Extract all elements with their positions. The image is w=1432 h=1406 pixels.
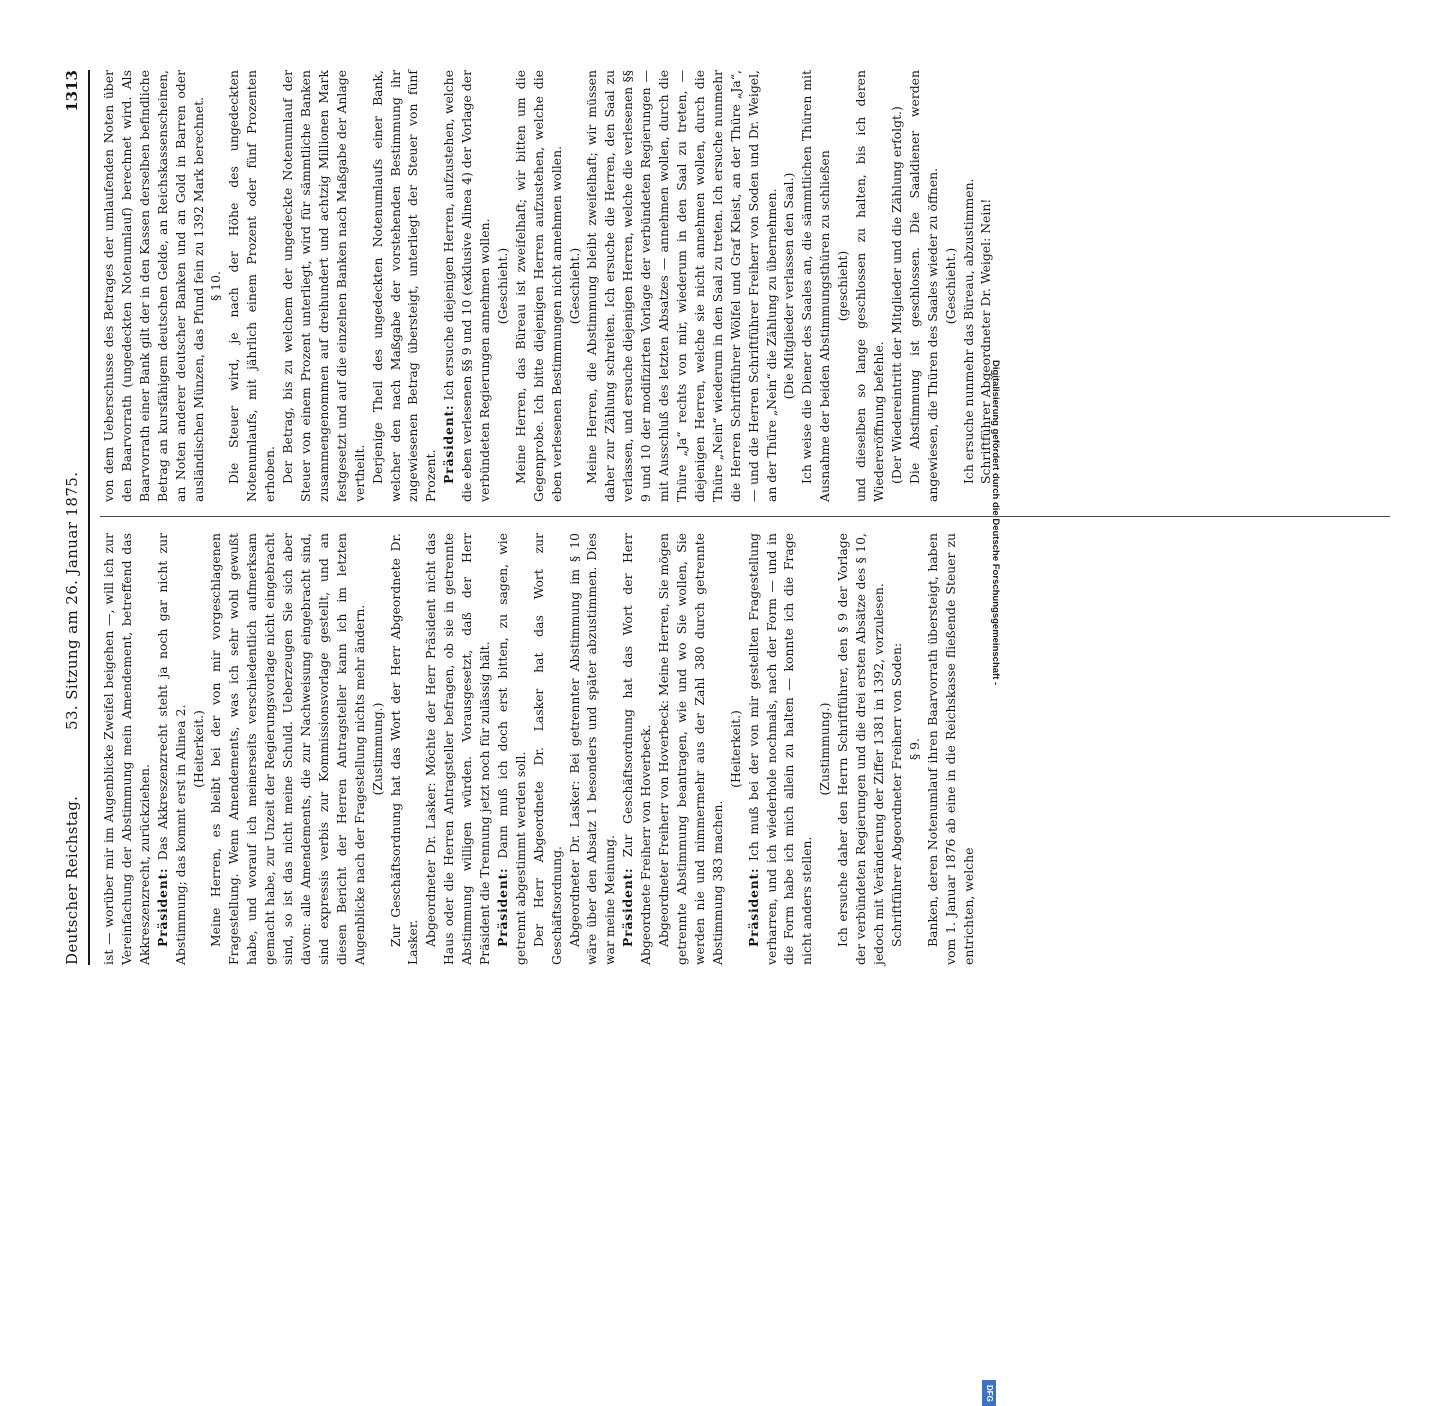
- paragraph-text: Ich weise die Diener des Saales an, die sämmtlichen Thüren mit Ausnahme der beiden Abstimmungsthüren zu schließen: [799, 70, 833, 502]
- paragraph: [619, 533, 655, 965]
- paragraph-text: (geschieht): [835, 250, 851, 322]
- paragraph-text: Meine Herren, die Abstimmung bleibt zweifelhaft; wir müssen daher zur Zählung schreiten. Ich ersuche die Herren, den Saal zu verlassen, und ersuche diejenigen Herren, welche die verlesenen §§ 9 und 10 der modifizirten Vorlage der verbündeten Regierungen — mit Ausschluß des letzten Absatzes — annehmen wollen, durch die Thüre „Ja“ rechts von mir, wiederum in den Saal zu treten, — diejenigen Herren, welche sie nicht annehmen wollen, durch die Thüre „Nein“ wiederum in den Saal zu treten. Ich ersuche nunmehr die Herren Schriftführer Wölfel und Graf Kleist, an der Thüre „Ja“, — und die Herren Schriftführer Freiherr von Soden und Dr. Weigel, an der Thüre „Nein“ die Zählung zu übernehmen.: [584, 70, 779, 502]
- paragraph: [798, 70, 834, 502]
- paragraph: [225, 70, 279, 502]
- dfg-logo-text: DFG: [985, 1385, 994, 1402]
- paragraph: [745, 533, 817, 965]
- paragraph: [566, 533, 620, 965]
- dfg-logo: [982, 1380, 996, 1406]
- speaker-label: Präsident:: [441, 404, 457, 484]
- paragraph-text: (Geschieht.): [566, 247, 582, 325]
- paragraph-text: Der Herr Abgeordnete Dr. Lasker hat das Wort zur Geschäftsordnung.: [530, 533, 564, 965]
- speaker-label: Präsident:: [494, 867, 510, 947]
- paragraph: [960, 70, 978, 502]
- running-head-title: Deutscher Reichstag.: [63, 795, 81, 965]
- paragraph-text: Schriftführer Abgeordneter Freiherr von Soden:: [888, 642, 904, 947]
- paragraph-text: Abgeordneter Dr. Lasker: Möchte der Herr Präsident nicht das Haus oder die Herren Antragsteller befragen, ob sie in getrennte Abstimmung willigen würden. Vorausgesetzt, daß der Herr Präsident die Trennung jetzt noch für zulässig hält.: [423, 533, 493, 965]
- paragraph-text: und dieselben so lange geschlossen zu halten, bis ich deren Wiedereröffnung befehle.: [853, 70, 886, 502]
- document-page: [60, 70, 1400, 965]
- paragraph-text: Ich ersuche diejenigen Herren, aufzustehen, welche die eben verlesenen §§ 9 und 10 (exklusive Alinea 4) der Vorlage der verbündeten Regierungen annehmen wollen.: [441, 70, 493, 502]
- paragraph-text: (Die Mitglieder verlassen den Saal.): [781, 172, 797, 400]
- paragraph: [888, 70, 906, 502]
- paragraph: [279, 70, 369, 502]
- paragraph-text: Zur Geschäftsordnung hat das Wort der Herr Abgeordnete Freiherr von Hoverbeck.: [620, 533, 654, 965]
- centered-line: [190, 533, 208, 965]
- paragraph: [852, 70, 888, 502]
- paragraph: [888, 533, 906, 965]
- paragraph-text: (Zustimmung.): [817, 702, 833, 796]
- paragraph-text: (Heiterkeit.): [190, 710, 206, 788]
- paragraph-text: (Der Wiedereintritt der Mitglieder und die Zählung erfolgt.): [888, 106, 904, 484]
- paragraph: [369, 70, 441, 502]
- centered-line: [727, 533, 745, 965]
- centered-line: [566, 70, 584, 502]
- paragraph-text: ist — worüber mir im Augenblicke Zweifel beigehen —, will ich zur Vereinfachung der Abstimmung mein Amendement, betreffend das Akkreszenzrecht, zurückziehen.: [101, 533, 152, 965]
- credit-text: Digitalisierung gefördert durch die Deutsche Forschungsgemeinschaft -: [990, 360, 1001, 686]
- paragraph-text: Meine Herren, das Büreau ist zweifelhaft; wir bitten um die Gegenprobe. Ich bitte diejenigen Herren aufzustehen, welche die eben verlesenen Bestimmungen nicht annehmen wollen.: [512, 70, 564, 502]
- paragraph: [834, 533, 888, 965]
- paragraph-text: Die Abstimmung ist geschlossen. Die Saaldiener werden angewiesen, die Thüren des Saales wieder zu öffnen.: [906, 70, 940, 502]
- centered-line: [834, 70, 852, 502]
- column-divider: [100, 516, 1390, 517]
- paragraph: [530, 533, 566, 965]
- paragraph-text: (Geschieht.): [942, 247, 958, 325]
- right-column: [100, 70, 1390, 502]
- paragraph: [906, 70, 942, 502]
- running-head: [60, 70, 90, 965]
- paragraph-text: Dann muß ich doch erst bitten, zu sagen, wie getrennt abgestimmt werden soll.: [494, 533, 528, 965]
- centered-line: [780, 70, 798, 502]
- paragraph-text: § 10.: [208, 271, 224, 301]
- paragraph-text: (Geschieht.): [494, 247, 510, 325]
- paragraph: [924, 533, 978, 965]
- paragraph: [422, 533, 494, 965]
- speaker-label: Präsident:: [745, 867, 761, 947]
- paragraph-text: Das Akkreszenzrecht steht ja noch gar nicht zur Abstimmung; das kommt erst in Alinea 2.: [154, 533, 188, 965]
- speaker-label: Präsident:: [154, 867, 170, 947]
- paragraph-text: (Zustimmung.): [369, 702, 385, 796]
- running-head-session: 53. Sitzung am 26. Januar 1875.: [63, 471, 81, 730]
- centered-line: [369, 533, 387, 965]
- centered-line: [906, 533, 924, 965]
- paragraph-text: Ich ersuche daher den Herrn Schriftführer, den § 9 der Vorlage der verbündeten Regierungen und die drei ersten Absätze des § 10, jedoch mit Veränderung der Ziffer 1381 in 1392, vorzulesen.: [835, 533, 886, 965]
- paragraph-text: Der Betrag, bis zu welchem der ungedeckte Notenumlauf der Steuer von einem Prozent unterliegt, wird für sämmtliche Banken zusammengenommen auf dreihundert und achtzig Millionen Mark festgesetzt und auf die einzelnen Banken nach Maßgabe der Anlage vertheilt.: [280, 70, 367, 502]
- paragraph-text: Abgeordneter Dr. Lasker: Bei getrennter Abstimmung im § 10 wäre über den Absatz 1 besonders und später abzustimmen. Dies war meine Meinung.: [566, 533, 618, 965]
- paragraph-text: (Heiterkeit.): [727, 710, 743, 788]
- paragraph: [583, 70, 780, 502]
- paragraph: [387, 533, 423, 965]
- paragraph: [512, 70, 566, 502]
- paragraph-text: Meine Herren, es bleibt bei der von mir vorgeschlagenen Fragestellung. Wenn Amendements, was ich sehr wohl gewußt habe, und worauf ich meinerseits verschiedentlich aufmerksam gemacht habe, zur Unzeit der Regierungsvorlage nicht eingebracht sind, so ist das nicht meine Schuld. Ueberzeugen Sie sich aber davon: alle Amendements, die zur Nachweisung eingebracht sind, sind expressis verbis zur Kommissionsvorlage gestellt, und an diesen Bericht der Herren Antragsteller kann ich im letzten Augenblicke nach der Fragestellung nichts mehr ändern.: [208, 533, 367, 965]
- page-number: 1313: [63, 70, 81, 112]
- paragraph-text: Derjenige Theil des ungedeckten Notenumlaufs einer Bank, welcher den nach Maßgabe der vorstehenden Bestimmung ihr zugewiesenen Betrag übersteigt, unterliegt der Steuer von fünf Prozent.: [369, 70, 439, 502]
- paragraph-text: § 9.: [906, 738, 922, 760]
- speaker-label: Präsident:: [620, 867, 636, 947]
- paragraph-text: Abgeordneter Freiherr von Hoverbeck: Meine Herren, Sie mögen getrennte Abstimmung beantragen, wie und wo Sie wollen, Sie werden nie und nimmermehr aus der Zahl 380 durch getrennte Abstimmung 383 machen.: [656, 533, 725, 965]
- centered-line: [207, 70, 225, 502]
- left-column: [100, 533, 1390, 965]
- paragraph-text: Die Steuer wird, je nach der Höhe des ungedeckten Notenumlaufs, mit jährlich einem Prozent oder fünf Prozenten erhoben.: [226, 70, 278, 502]
- paragraph-text: Schriftführer Abgeordneter Dr. Weigel: Nein!: [978, 198, 994, 484]
- paragraph: [494, 533, 530, 965]
- paragraph: [440, 70, 494, 502]
- paragraph-text: von dem Ueberschusse des Betrages der umlaufenden Noten über den Baarvorrath (ungedeckten Notenumlauf) berechnet wird. Als Baarvorrath einer Bank gilt der in den Kassen derselben befindliche Betrag an kursfähigem deutschen Gelde, an Reichskassenscheinen, an Noten anderer deutscher Banken und an Gold in Barren oder ausländischen Münzen, das Pfund fein zu 1392 Mark berechnet.: [101, 70, 206, 502]
- centered-line: [816, 533, 834, 965]
- paragraph-text: Ich ersuche nunmehr das Büreau, abzustimmen.: [960, 178, 976, 484]
- centered-line: [942, 70, 960, 502]
- paragraph: [207, 533, 368, 965]
- paragraph: [655, 533, 727, 965]
- paragraph-text: Banken, deren Notenumlauf ihren Baarvorrath übersteigt, haben vom 1. Januar 1876 ab eine in die Reichskasse fließende Steuer zu entrichten, welche: [924, 533, 976, 965]
- centered-line: [494, 70, 512, 502]
- digitization-credit: [990, 360, 1000, 1360]
- paragraph: [100, 533, 154, 965]
- paragraph: [100, 70, 207, 502]
- paragraph: [154, 533, 190, 965]
- paragraph-text: Ich muß bei der von mir gestellten Fragestellung verharren, und ich wiederhole nochmals, nach der Form — und in die Form habe ich mich allein zu halten — konnte ich die Frage nicht anders stellen.: [745, 533, 815, 965]
- paragraph-text: Zur Geschäftsordnung hat das Wort der Herr Abgeordnete Dr. Lasker.: [387, 533, 421, 965]
